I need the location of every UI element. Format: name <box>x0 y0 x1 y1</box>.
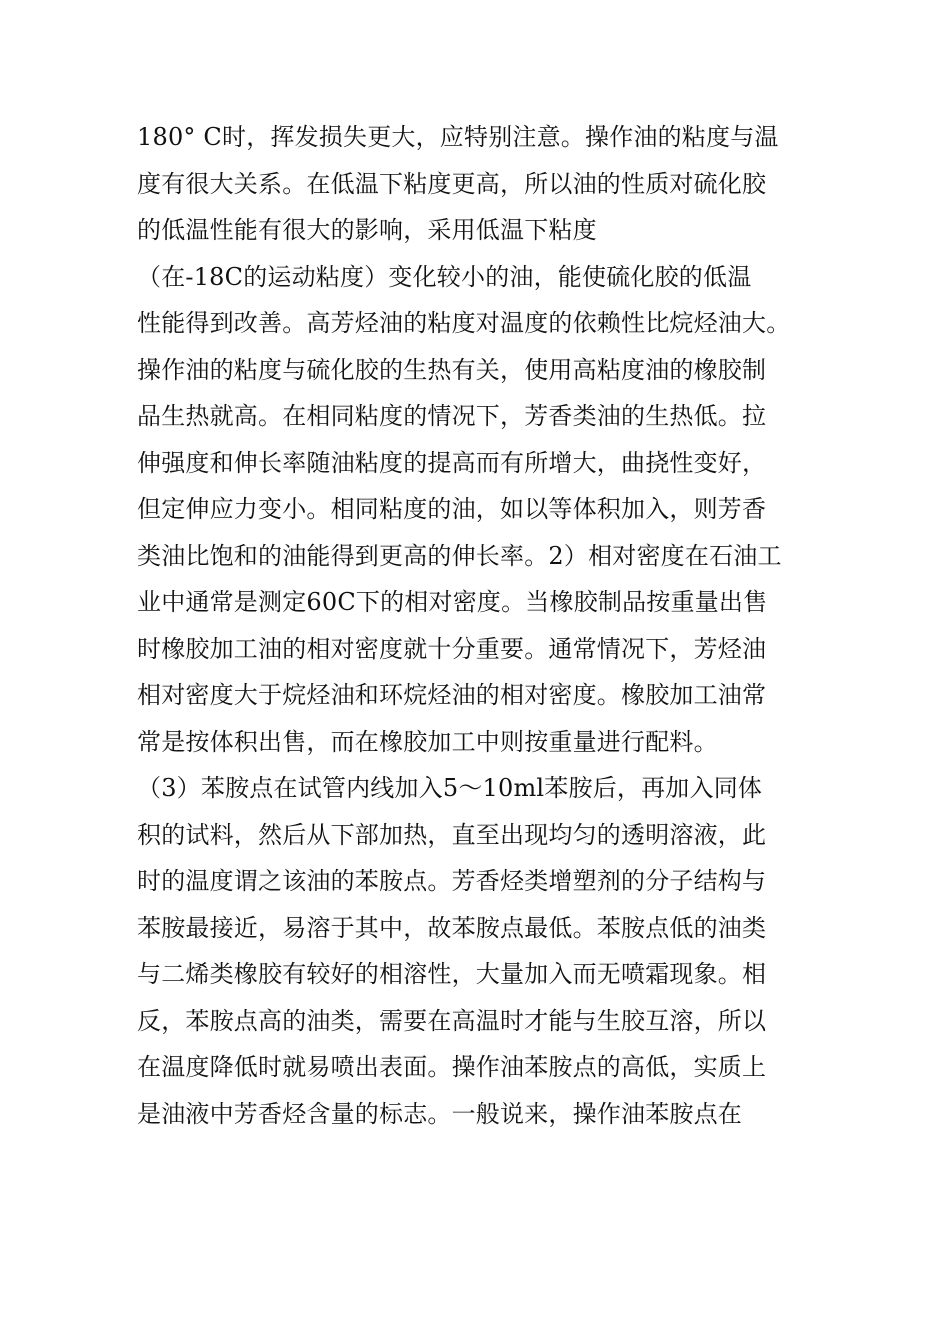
text-line-12: 时橡胶加工油的相对密度就十分重要。通常情况下，芳烃油 <box>137 634 767 663</box>
text-line-22: 是油液中芳香烃含量的标志。一般说来，操作油苯胺点在 <box>137 1099 742 1128</box>
text-line-6: 操作油的粘度与硫化胶的生热有关，使用高粘度油的橡胶制 <box>137 355 767 384</box>
body-text <box>137 114 837 1137</box>
text-line-18: 苯胺最接近，易溶于其中，故苯胺点最低。苯胺点低的油类 <box>137 913 767 942</box>
text-line-7: 品生热就高。在相同粘度的情况下，芳香类油的生热低。拉 <box>137 402 767 430</box>
text-line-4: （在-18C的运动粘度）变化较小的油，能使硫化胶的低温 <box>137 262 752 291</box>
text-line-3: 的低温性能有很大的影响，采用低温下粘度 <box>137 216 597 244</box>
text-line-10: 类油比饱和的油能得到更高的伸长率。2）相对密度在石油工 <box>137 541 782 570</box>
text-line-9: 但定伸应力变小。相同粘度的油，如以等体积加入，则芳香 <box>137 495 767 523</box>
text-line-1: 180° C时，挥发损失更大，应特别注意。操作油的粘度与温 <box>137 123 779 151</box>
text-line-11: 业中通常是测定60C下的相对密度。当橡胶制品按重量出售 <box>137 588 768 616</box>
text-line-19: 与二烯类橡胶有较好的相溶性，大量加入而无喷霜现象。相 <box>137 960 767 988</box>
text-line-14: 常是按体积出售，而在橡胶加工中则按重量进行配料。 <box>137 727 718 756</box>
text-line-2: 度有很大关系。在低温下粘度更高，所以油的性质对硫化胶 <box>137 169 767 198</box>
text-line-17: 时的温度谓之该油的苯胺点。芳香烃类增塑剂的分子结构与 <box>137 867 767 895</box>
text-line-21: 在温度降低时就易喷出表面。操作油苯胺点的高低，实质上 <box>137 1053 767 1081</box>
text-line-15: （3）苯胺点在试管内线加入5～10ml苯胺后，再加入同体 <box>137 774 763 802</box>
text-line-8: 伸强度和伸长率随油粘度的提高而有所增大，曲挠性变好， <box>137 448 767 477</box>
text-line-13: 相对密度大于烷烃油和环烷烃油的相对密度。橡胶加工油常 <box>137 681 767 709</box>
text-line-5: 性能得到改善。高芳烃油的粘度对温度的依赖性比烷烃油大。 <box>137 309 791 337</box>
text-line-16: 积的试料，然后从下部加热，直至出现均匀的透明溶液，此 <box>137 820 767 849</box>
text-line-20: 反，苯胺点高的油类，需要在高温时才能与生胶互溶，所以 <box>137 1006 767 1035</box>
